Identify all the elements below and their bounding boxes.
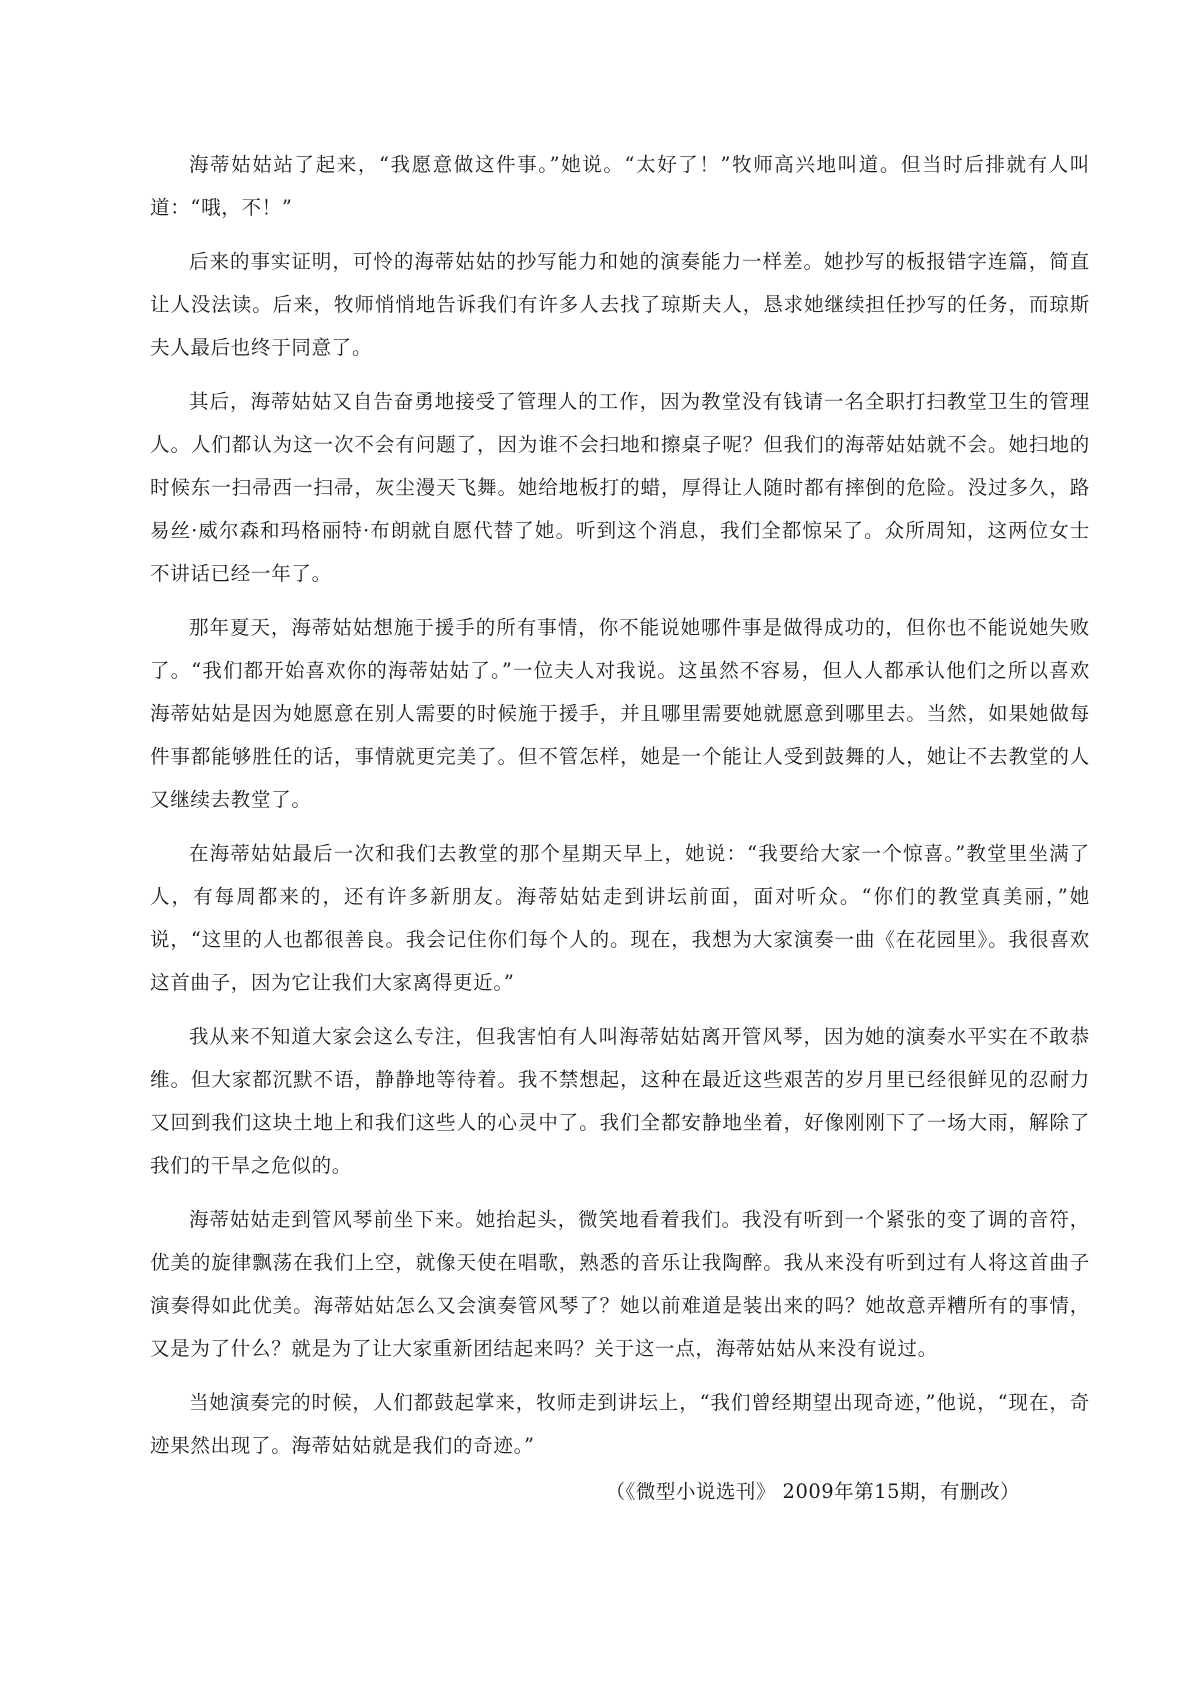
paragraph-6: 我从来不知道大家会这么专注，但我害怕有人叫海蒂姑姑离开管风琴，因为她的演奏水平实在不敢恭维。但大家都沉默不语，静静地等待着。我不禁想起，这种在最近这些艰苦的岁月里已经很鲜见的忍耐力又回到我们这块土地上和我们这些人的心灵中了。我们全都安静地坐着，好像刚刚下了一场大雨，解除了我们的干旱之危似的。 [150,1025,1090,1177]
source-citation: （《微型小说选刊》 2009年第15期，有删改） [605,1480,1020,1503]
paragraph-1: 海蒂姑姑站了起来，“我愿意做这件事。”她说。“太好了！”牧师高兴地叫道。但当时后排就有人叫道：“哦，不！” [150,153,1090,219]
paragraph-2: 后来的事实证明，可怜的海蒂姑姑的抄写能力和她的演奏能力一样差。她抄写的板报错字连篇，简直让人没法读。后来，牧师悄悄地告诉我们有许多人去找了琼斯夫人，恳求她继续担任抄写的任务，而琼斯夫人最后也终于同意了。 [150,250,1090,359]
paragraph-3: 其后，海蒂姑姑又自告奋勇地接受了管理人的工作，因为教堂没有钱请一名全职打扫教堂卫生的管理人。人们都认为这一次不会有问题了，因为谁不会扫地和擦桌子呢？但我们的海蒂姑姑就不会。她扫地的时候东一扫帚西一扫帚，灰尘漫天飞舞。她给地板打的蜡，厚得让人随时都有摔倒的危险。没过多久，路易丝·威尔森和玛格丽特·布朗就自愿代替了她。听到这个消息，我们全都惊呆了。众所周知，这两位女士不讲话已经一年了。 [150,390,1090,585]
paragraph-4: 那年夏天，海蒂姑姑想施于援手的所有事情，你不能说她哪件事是做得成功的，但你也不能说她失败了。“我们都开始喜欢你的海蒂姑姑了。”一位夫人对我说。这虽然不容易，但人人都承认他们之所以喜欢海蒂姑姑是因为她愿意在别人需要的时候施于援手，并且哪里需要她就愿意到哪里去。当然，如果她做每件事都能够胜任的话，事情就更完美了。但不管怎样，她是一个能让人受到鼓舞的人，她让不去教堂的人又继续去教堂了。 [150,616,1090,811]
paragraph-8: 当她演奏完的时候，人们都鼓起掌来，牧师走到讲坛上，“我们曾经期望出现奇迹，”他说，“现在，奇迹果然出现了。海蒂姑姑就是我们的奇迹。” [150,1391,1090,1457]
article-body [150,143,1090,1478]
paragraph-5: 在海蒂姑姑最后一次和我们去教堂的那个星期天早上，她说：“我要给大家一个惊喜。”教堂里坐满了人，有每周都来的，还有许多新朋友。海蒂姑姑走到讲坛前面，面对听众。“你们的教堂真美丽，”她说，“这里的人也都很善良。我会记住你们每个人的。现在，我想为大家演奏一曲《在花园里》。我很喜欢这首曲子，因为它让我们大家离得更近。” [150,842,1090,994]
paragraph-7: 海蒂姑姑走到管风琴前坐下来。她抬起头，微笑地看着我们。我没有听到一个紧张的变了调的音符，优美的旋律飘荡在我们上空，就像天使在唱歌，熟悉的音乐让我陶醉。我从来没有听到过有人将这首曲子演奏得如此优美。海蒂姑姑怎么又会演奏管风琴了？她以前难道是装出来的吗？她故意弄糟所有的事情，又是为了什么？就是为了让大家重新团结起来吗？关于这一点，海蒂姑姑从来没有说过。 [150,1208,1090,1360]
